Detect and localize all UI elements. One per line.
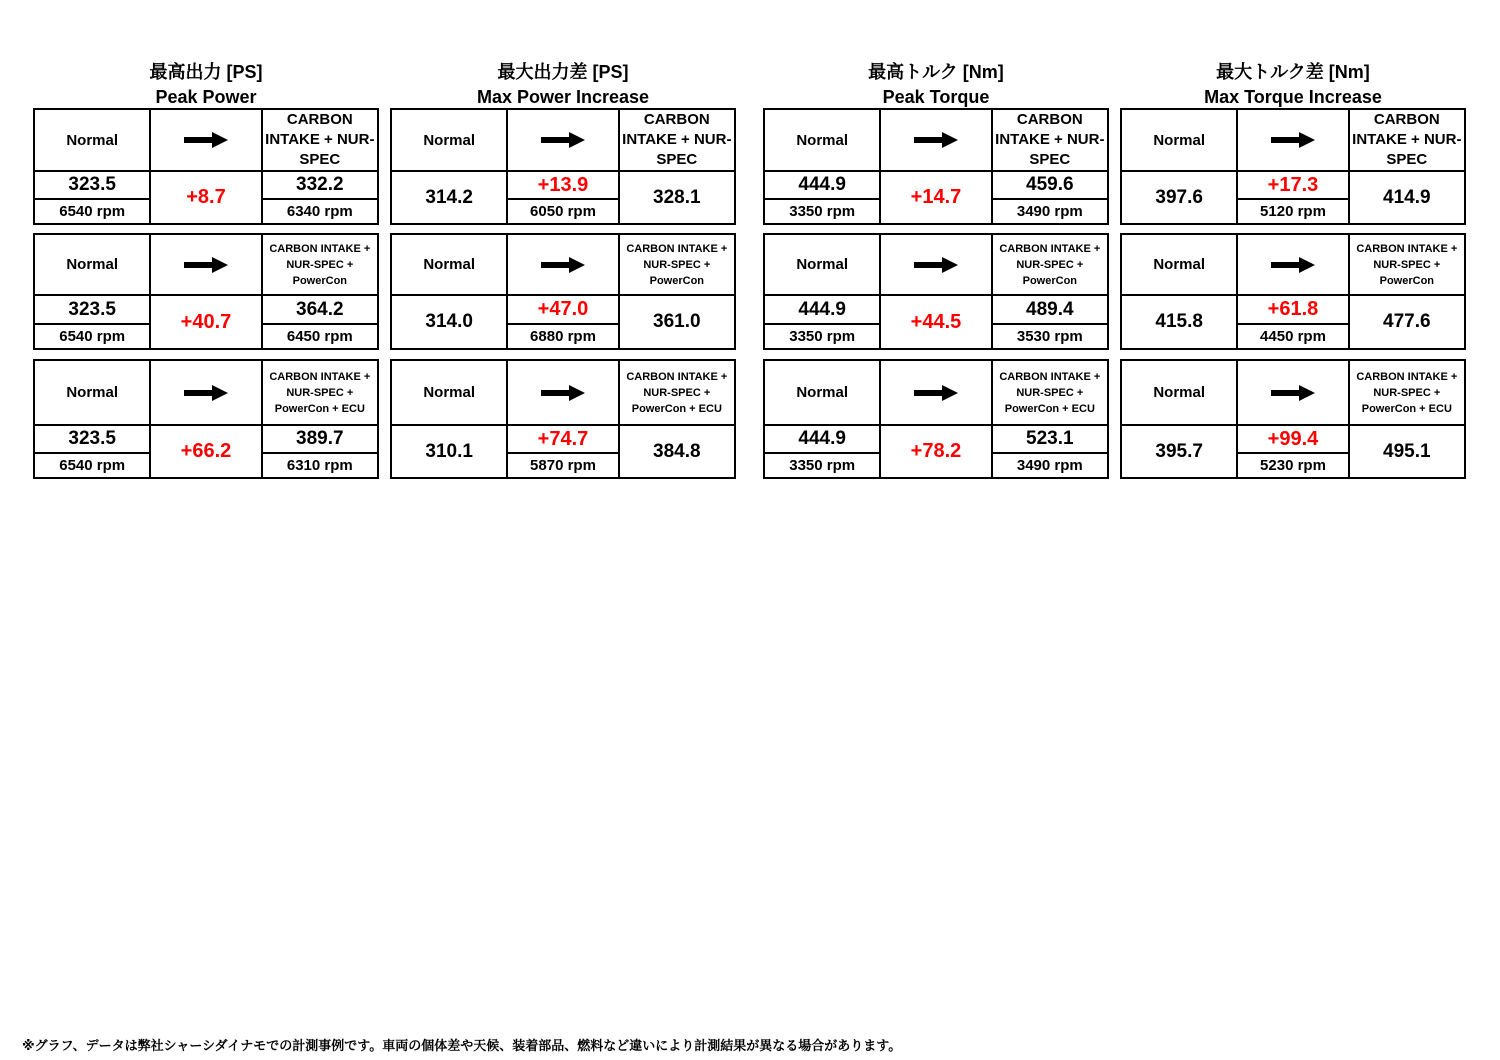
increase-rpm: 4450 rpm <box>1237 324 1348 349</box>
after-label: CARBON INTAKE + NUR-SPEC <box>1349 109 1465 171</box>
after-rpm: 3530 rpm <box>992 324 1108 349</box>
column-title-jp: 最大出力差 [PS] <box>497 62 629 82</box>
before-label: Normal <box>391 360 507 425</box>
result-block-2 <box>390 233 736 350</box>
before-value: 395.7 <box>1121 425 1237 478</box>
after-label: CARBON INTAKE + NUR-SPEC + PowerCon + ECU <box>992 360 1108 425</box>
right-arrow-icon <box>507 109 618 171</box>
right-arrow-icon <box>507 234 618 295</box>
after-value: 332.2 <box>262 171 378 199</box>
after-value: 495.1 <box>1349 425 1465 478</box>
after-value: 523.1 <box>992 425 1108 453</box>
before-value: 323.5 <box>34 425 150 453</box>
after-rpm: 6310 rpm <box>262 453 378 478</box>
increase-value: +66.2 <box>150 425 261 478</box>
right-arrow-icon <box>150 360 261 425</box>
column-title-jp: 最高トルク [Nm] <box>868 62 1004 82</box>
before-value: 397.6 <box>1121 171 1237 224</box>
before-value: 415.8 <box>1121 295 1237 349</box>
result-block-1 <box>33 108 379 225</box>
column-header <box>763 60 1109 110</box>
increase-value: +40.7 <box>150 295 261 349</box>
column-title-jp: 最大トルク差 [Nm] <box>1216 62 1370 82</box>
right-arrow-icon <box>880 360 991 425</box>
before-label: Normal <box>1121 234 1237 295</box>
after-value: 361.0 <box>619 295 735 349</box>
before-rpm: 3350 rpm <box>764 199 880 224</box>
after-value: 414.9 <box>1349 171 1465 224</box>
result-block-2 <box>33 233 379 350</box>
result-block-3 <box>33 359 379 479</box>
column-title-en: Peak Power <box>155 87 257 107</box>
after-label: CARBON INTAKE + NUR-SPEC + PowerCon <box>262 234 378 295</box>
result-block-1 <box>763 108 1109 225</box>
increase-rpm: 5120 rpm <box>1237 199 1348 224</box>
increase-rpm: 5230 rpm <box>1237 453 1348 478</box>
before-value: 310.1 <box>391 425 507 478</box>
result-block-1 <box>390 108 736 225</box>
increase-rpm: 6050 rpm <box>507 199 618 224</box>
column-header <box>33 60 379 110</box>
before-value: 444.9 <box>764 295 880 324</box>
result-block-3 <box>763 359 1109 479</box>
before-label: Normal <box>34 360 150 425</box>
before-label: Normal <box>1121 109 1237 171</box>
after-label: CARBON INTAKE + NUR-SPEC <box>619 109 735 171</box>
right-arrow-icon <box>507 360 618 425</box>
increase-value: +44.5 <box>880 295 991 349</box>
after-value: 364.2 <box>262 295 378 324</box>
before-rpm: 6540 rpm <box>34 453 150 478</box>
before-value: 444.9 <box>764 171 880 199</box>
after-label: CARBON INTAKE + NUR-SPEC + PowerCon + ECU <box>619 360 735 425</box>
result-block-2 <box>1120 233 1466 350</box>
increase-value: +47.0 <box>507 295 618 324</box>
before-value: 314.2 <box>391 171 507 224</box>
after-value: 459.6 <box>992 171 1108 199</box>
before-label: Normal <box>764 109 880 171</box>
increase-rpm: 6880 rpm <box>507 324 618 349</box>
before-label: Normal <box>34 109 150 171</box>
after-rpm: 6340 rpm <box>262 199 378 224</box>
increase-rpm: 5870 rpm <box>507 453 618 478</box>
footnote: ※グラフ、データは弊社シャーシダイナモでの計測事例です。車両の個体差や天候、装着部品、燃料など違いにより計測結果が異なる場合があります。 <box>22 1038 902 1053</box>
after-value: 477.6 <box>1349 295 1465 349</box>
column-header <box>1120 60 1466 110</box>
after-label: CARBON INTAKE + NUR-SPEC + PowerCon <box>1349 234 1465 295</box>
increase-value: +78.2 <box>880 425 991 478</box>
right-arrow-icon <box>150 109 261 171</box>
right-arrow-icon <box>150 234 261 295</box>
before-value: 314.0 <box>391 295 507 349</box>
increase-value: +17.3 <box>1237 171 1348 199</box>
increase-value: +13.9 <box>507 171 618 199</box>
before-label: Normal <box>764 360 880 425</box>
column-title-en: Max Torque Increase <box>1204 87 1382 107</box>
after-value: 384.8 <box>619 425 735 478</box>
after-value: 489.4 <box>992 295 1108 324</box>
before-label: Normal <box>1121 360 1237 425</box>
right-arrow-icon <box>1237 234 1348 295</box>
increase-value: +61.8 <box>1237 295 1348 324</box>
increase-value: +99.4 <box>1237 425 1348 453</box>
right-arrow-icon <box>880 109 991 171</box>
column-title-en: Peak Torque <box>882 87 990 107</box>
column-title-en: Max Power Increase <box>476 87 650 107</box>
increase-value: +74.7 <box>507 425 618 453</box>
after-label: CARBON INTAKE + NUR-SPEC <box>262 109 378 171</box>
before-value: 444.9 <box>764 425 880 453</box>
result-block-3 <box>390 359 736 479</box>
right-arrow-icon <box>1237 109 1348 171</box>
after-value: 328.1 <box>619 171 735 224</box>
after-label: CARBON INTAKE + NUR-SPEC + PowerCon <box>992 234 1108 295</box>
before-rpm: 6540 rpm <box>34 324 150 349</box>
column-header <box>390 60 736 110</box>
after-rpm: 3490 rpm <box>992 453 1108 478</box>
before-rpm: 3350 rpm <box>764 453 880 478</box>
right-arrow-icon <box>1237 360 1348 425</box>
after-value: 389.7 <box>262 425 378 453</box>
before-label: Normal <box>34 234 150 295</box>
column-title-jp: 最高出力 [PS] <box>149 62 263 82</box>
before-rpm: 6540 rpm <box>34 199 150 224</box>
after-label: CARBON INTAKE + NUR-SPEC + PowerCon + ECU <box>1349 360 1465 425</box>
after-label: CARBON INTAKE + NUR-SPEC + PowerCon + ECU <box>262 360 378 425</box>
result-block-1 <box>1120 108 1466 225</box>
before-value: 323.5 <box>34 171 150 199</box>
result-block-2 <box>763 233 1109 350</box>
increase-value: +8.7 <box>150 171 261 224</box>
before-rpm: 3350 rpm <box>764 324 880 349</box>
after-rpm: 6450 rpm <box>262 324 378 349</box>
before-label: Normal <box>391 109 507 171</box>
before-label: Normal <box>391 234 507 295</box>
before-label: Normal <box>764 234 880 295</box>
after-rpm: 3490 rpm <box>992 199 1108 224</box>
after-label: CARBON INTAKE + NUR-SPEC + PowerCon <box>619 234 735 295</box>
right-arrow-icon <box>880 234 991 295</box>
result-block-3 <box>1120 359 1466 479</box>
increase-value: +14.7 <box>880 171 991 224</box>
after-label: CARBON INTAKE + NUR-SPEC <box>992 109 1108 171</box>
before-value: 323.5 <box>34 295 150 324</box>
